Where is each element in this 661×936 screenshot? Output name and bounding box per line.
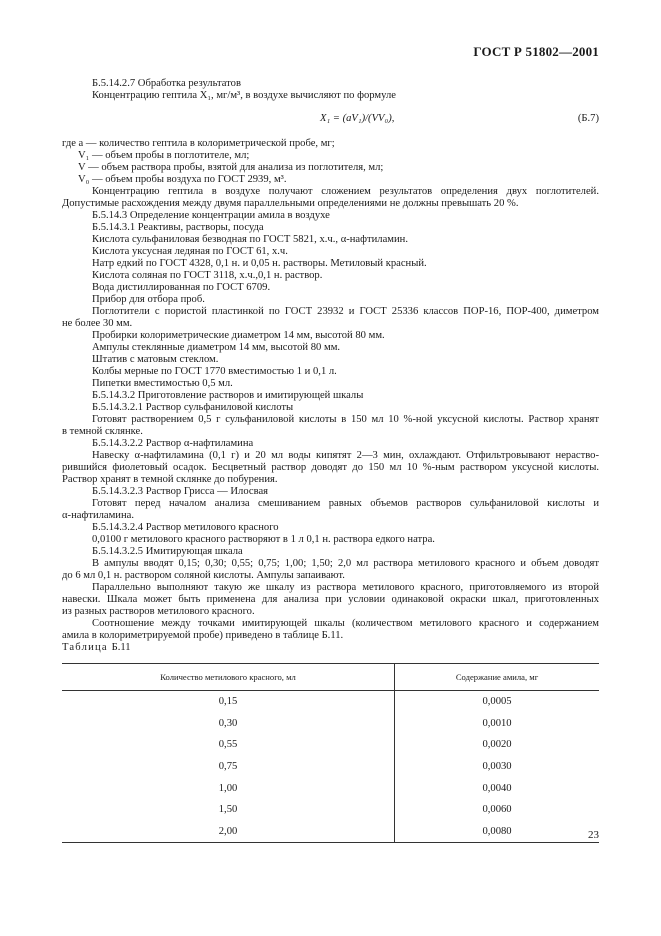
- text-line: V — объем раствора пробы, взятой для анализа из поглотителя, мл;: [78, 162, 384, 173]
- cell-amyl-mg: 0,0030: [395, 756, 599, 778]
- text-line: Б.5.14.3.2.1 Раствор сульфаниловой кислоты: [92, 402, 294, 413]
- column-header-methyl-red: Количество метилового красного, мл: [62, 664, 395, 691]
- text-line: Прибор для отбора проб.: [92, 294, 205, 305]
- text-line: V₀ — объем пробы воздуха по ГОСТ 2939, м³.: [78, 174, 287, 185]
- table-row: [62, 734, 599, 756]
- text-line: Вода дистиллированная по ГОСТ 6709.: [92, 282, 271, 293]
- text-line: Б.5.14.2.7 Обработка результатов: [92, 78, 241, 89]
- text-line: В ампулы вводят 0,15; 0,30; 0,55; 0,75; 1,00; 1,50; 2,0 мл раствора метилового красного и объем доводят: [92, 558, 599, 569]
- text-line: рившийся фиолетовый осадок. Бесцветный раствор доводят до 150 мл 10 %-ным раствором уксусной кислоты.: [62, 462, 599, 473]
- table-row: [62, 799, 599, 821]
- text-line: Ампулы стеклянные диаметром 14 мм, высотой 80 мм.: [92, 342, 341, 353]
- text-line: 0,0100 г метилового красного растворяют в 1 л 0,1 н. раствора едкого натра.: [92, 534, 435, 545]
- cell-amyl-mg: 0,0010: [395, 713, 599, 735]
- text-line: Б.5.14.3.2.2 Раствор α-нафтиламина: [92, 438, 254, 449]
- text-line: Готовят перед началом анализа смешиванием равных объемов растворов сульфаниловой кислоты и: [92, 498, 599, 509]
- document-header: ГОСТ Р 51802—2001: [473, 44, 599, 59]
- text-line: до 6 мл 0,1 н. раствором соляной кислоты. Ампулы запаивают.: [62, 570, 345, 581]
- text-line: из разных растворов метилового красного.: [62, 606, 255, 617]
- cell-methyl-red-ml: 0,15: [218, 696, 238, 708]
- cell-amyl-mg: 0,0005: [395, 691, 599, 713]
- text-line: Готовят растворением 0,5 г сульфаниловой кислоты в 150 мл 10 %-ной уксусной кислоты. Раствор хранят: [92, 414, 599, 425]
- text-line: Кислота соляная по ГОСТ 3118, х.ч.,0,1 н. раствор.: [92, 270, 323, 281]
- table-row: [62, 756, 599, 778]
- text-line: Колбы мерные по ГОСТ 1770 вместимостью 1 и 0,1 л.: [92, 366, 337, 377]
- formula-number: (Б.7): [577, 113, 599, 124]
- text-line: в темной склянке.: [62, 426, 143, 437]
- page-number: 23: [588, 829, 599, 841]
- text-line: амила в колориметрируемой пробе) приведено в таблице Б.11.: [62, 630, 344, 641]
- cell-methyl-red-ml: 0,30: [218, 717, 238, 729]
- text-line: Параллельно выполняют такую же шкалу из раствора метилового красного, приготовляемого из второй: [92, 582, 599, 593]
- column-header-amyl-content: Содержание амила, мг: [395, 664, 599, 691]
- text-line: Б.5.14.3.2.4 Раствор метилового красного: [92, 522, 279, 533]
- cell-amyl-mg: 0,0080: [395, 821, 599, 843]
- text-line: α-нафтиламина.: [62, 510, 134, 521]
- table-row: [62, 821, 599, 843]
- text-line: Концентрацию гептила в воздухе получают сложением результатов определения двух поглотителей.: [92, 186, 599, 197]
- cell-methyl-red-ml: 0,75: [218, 761, 238, 773]
- text-line: Б.5.14.3.2.3 Раствор Грисса — Илосвая: [92, 486, 269, 497]
- table-caption-id: Б.11: [111, 642, 131, 653]
- table-b11: [62, 663, 599, 843]
- cell-methyl-red-ml: 0,55: [218, 739, 238, 751]
- text-line: Пипетки вместимостью 0,5 мл.: [92, 378, 233, 389]
- cell-methyl-red-ml: 2,00: [62, 821, 395, 843]
- text-line: Концентрацию гептила X₁, мг/м³, в воздухе вычисляют по формуле: [92, 90, 396, 101]
- table-header-row: [62, 664, 599, 691]
- text-line: Б.5.14.3 Определение концентрации амила в воздухе: [92, 210, 330, 221]
- text-line: Б.5.14.3.2 Приготовление растворов и имитирующей шкалы: [92, 390, 364, 401]
- text-line: не более 30 мм.: [62, 318, 133, 329]
- text-line: Б.5.14.3.1 Реактивы, растворы, посуда: [92, 222, 264, 233]
- text-line: Поглотители с пористой пластинкой по ГОСТ 23932 и ГОСТ 25336 классов ПОР-16, ПОР-400, диметром: [92, 306, 599, 317]
- table-body: [62, 691, 599, 843]
- table-row: [62, 713, 599, 735]
- cell-methyl-red-ml: 1,50: [218, 804, 238, 816]
- cell-methyl-red-ml: 1,00: [218, 782, 238, 794]
- cell-amyl-mg: 0,0040: [395, 777, 599, 799]
- table-row: [62, 777, 599, 799]
- text-line: Навеску α-нафтиламина (0,1 г) и 20 мл воды кипятят 2—3 мин, охлаждают. Отфильтровывают нераство-: [92, 450, 599, 461]
- text-line: Соотношение между точками имитирующей шкалы (количеством метилового красного и содержанием: [92, 618, 599, 629]
- table-caption: [62, 642, 131, 653]
- text-line: Пробирки колориметрические диаметром 14 мм, высотой 80 мм.: [92, 330, 385, 341]
- cell-amyl-mg: 0,0020: [395, 734, 599, 756]
- table-row: [62, 691, 599, 713]
- text-line: Натр едкий по ГОСТ 4328, 0,1 н. и 0,05 н. растворы. Метиловый красный.: [92, 258, 427, 269]
- cell-amyl-mg: 0,0060: [395, 799, 599, 821]
- text-line: где a — количество гептила в колориметрической пробе, мг;: [62, 138, 335, 149]
- text-line: Допустимые расхождения между двумя параллельными определениями не должны превышать 20 %.: [62, 198, 519, 209]
- formula-b7: X₁ = (aV₁)/(VV₀),: [320, 113, 395, 124]
- text-line: Раствор хранят в темной склянке до побурения.: [62, 474, 278, 485]
- text-line: V₁ — объем пробы в поглотителе, мл;: [78, 150, 250, 161]
- text-line: Б.5.14.3.2.5 Имитирующая шкала: [92, 546, 243, 557]
- text-line: Кислота сульфаниловая безводная по ГОСТ 5821, х.ч., α-нафтиламин.: [92, 234, 408, 245]
- text-line: навески. Шкала может быть применена для анализа при условии одинаковой окраски шкал, приготовленных: [62, 594, 599, 605]
- text-line: Штатив с матовым стеклом.: [92, 354, 219, 365]
- text-line: Кислота уксусная ледяная по ГОСТ 61, х.ч.: [92, 246, 288, 257]
- table-caption-word: Таблица: [62, 642, 108, 653]
